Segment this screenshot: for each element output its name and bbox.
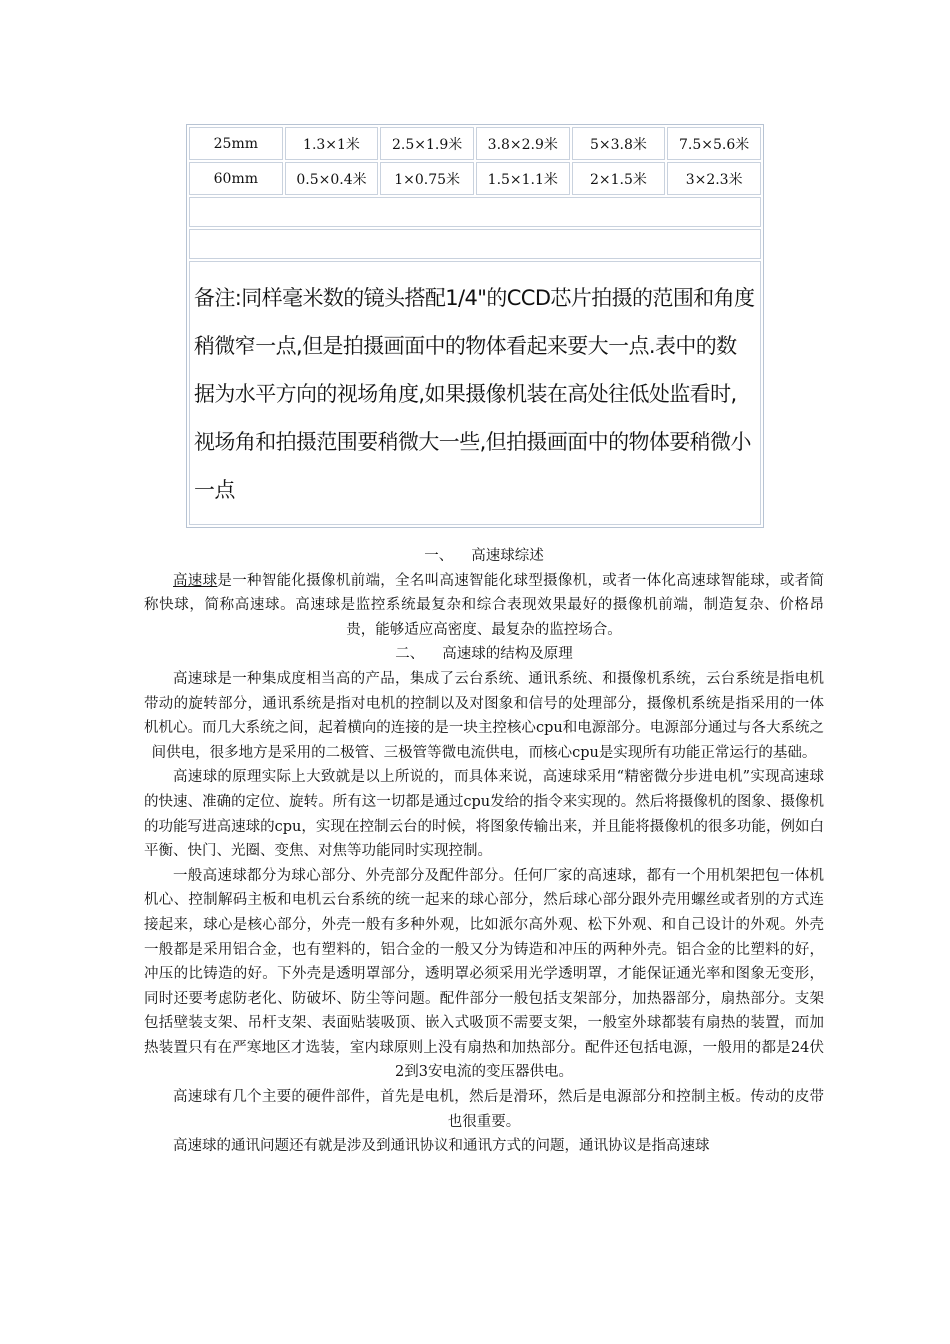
table-row-empty [189, 229, 761, 259]
table-cell: 1×0.75米 [380, 162, 474, 195]
table-note: 备注:同样毫米数的镜头搭配1/4"的CCD芯片拍摄的范围和角度稍微窄一点,但是拍摄画面中的物体看起来要大一点.表中的数据为水平方向的视场角度,如果摄像机装在高处往低处监看时,视场角和拍摄范围要稍微大一些,但拍摄画面中的物体要稍微小一点 [194, 286, 755, 502]
table-cell: 5×3.8米 [572, 127, 666, 160]
table-note-cell [189, 261, 761, 525]
table-cell: 2×1.5米 [572, 162, 666, 195]
section-heading [144, 544, 824, 569]
keyword-link[interactable]: 高速球 [173, 572, 218, 589]
paragraph: 一般高速球都分为球心部分、外壳部分及配件部分。任何厂家的高速球，都有一个用机架把包一体机机心、控制解码主板和电机云台系统的统一起来的球心部分，然后球心部分跟外壳用螺丝或者别的方式连接起来，球心是核心部分，外壳一般有多种外观，比如派尔高外观、松下外观、和自己设计的外观。外壳一般都是采用铝合金，也有塑料的，铝合金的一般又分为铸造和冲压的两种外壳。铝合金的比塑料的好，冲压的比铸造的好。下外壳是透明罩部分，透明罩必须采用光学透明罩，才能保证通光率和图象无变形，同时还要考虑防老化、防破坏、防尘等问题。配件部分一般包括支架部分，加热器部分，扇热部分。支架包括壁装支架、吊杆支架、表面贴装吸顶、嵌入式吸顶不需要支架，一般室外球都装有扇热的装置，而加热装置只有在严寒地区才选装，室内球原则上没有扇热和加热部分。配件还包括电源，一般用的都是24伏2到3安电流的变压器供电。 [144, 867, 824, 1081]
table-cell-empty [189, 229, 761, 259]
section-heading [144, 642, 824, 667]
table-cell: 0.5×0.4米 [285, 162, 379, 195]
paragraph: 高速球是一种集成度相当高的产品，集成了云台系统、通讯系统、和摄像机系统，云台系统是指电机带动的旋转部分，通讯系统是指对电机的控制以及对图象和信号的处理部分，摄像机系统是指采用的一体机机心。而几大系统之间，起着横向的连接的是一块主控核心cpu和电源部分。电源部分通过与各大系统之间供电，很多地方是采用的二极管、三极管等微电流供电，而核心cpu是实现所有功能正常运行的基础。 [144, 670, 824, 761]
paragraph: 高速球有几个主要的硬件部件，首先是电机，然后是滑环，然后是电源部分和控制主板。传动的皮带也很重要。 [173, 1089, 824, 1130]
article-body [144, 544, 824, 1159]
table-note-row [189, 261, 761, 525]
paragraph: 高速球的原理实际上大致就是以上所说的，而具体来说，高速球采用“精密微分步进电机”实现高速球的快速、准确的定位、旋转。所有这一切都是通过cpu发给的指令来实现的。然后将摄像机的图象、摄像机的功能写进高速球的cpu，实现在控制云台的时候，将图象传输出来，并且能将摄像机的很多功能，例如白平衡、快门、光圈、变焦、对焦等功能同时实现控制。 [144, 769, 824, 860]
table-cell: 25mm [189, 127, 283, 160]
section-title: 高速球的结构及原理 [442, 646, 573, 663]
table-cell: 3.8×2.9米 [476, 127, 570, 160]
paragraph: 高速球的通讯问题还有就是涉及到通讯协议和通讯方式的问题，通讯协议是指高速球 [173, 1138, 710, 1155]
section-number: 二、 [395, 646, 425, 663]
lens-coverage-table [186, 124, 764, 528]
table-cell: 1.3×1米 [285, 127, 379, 160]
section-title: 高速球综述 [471, 548, 544, 564]
table-cell: 3×2.3米 [667, 162, 761, 195]
table-row [189, 162, 761, 195]
table-cell: 1.5×1.1米 [476, 162, 570, 195]
table-cell: 2.5×1.9米 [380, 127, 474, 160]
table-cell-empty [189, 197, 761, 227]
table-row-empty [189, 197, 761, 227]
table-row [189, 127, 761, 160]
table-cell: 60mm [189, 162, 283, 195]
paragraph-text: 是一种智能化摄像机前端，全名叫高速智能化球型摄像机，或者一体化高速球智能球，或者简称快球，简称高速球。高速球是监控系统最复杂和综合表现效果最好的摄像机前端，制造复杂、价格昂贵，能够适应高密度、最复杂的监控场合。 [144, 572, 825, 638]
section-number: 一、 [424, 548, 454, 564]
table-cell: 7.5×5.6米 [667, 127, 761, 160]
paragraph [144, 569, 824, 643]
